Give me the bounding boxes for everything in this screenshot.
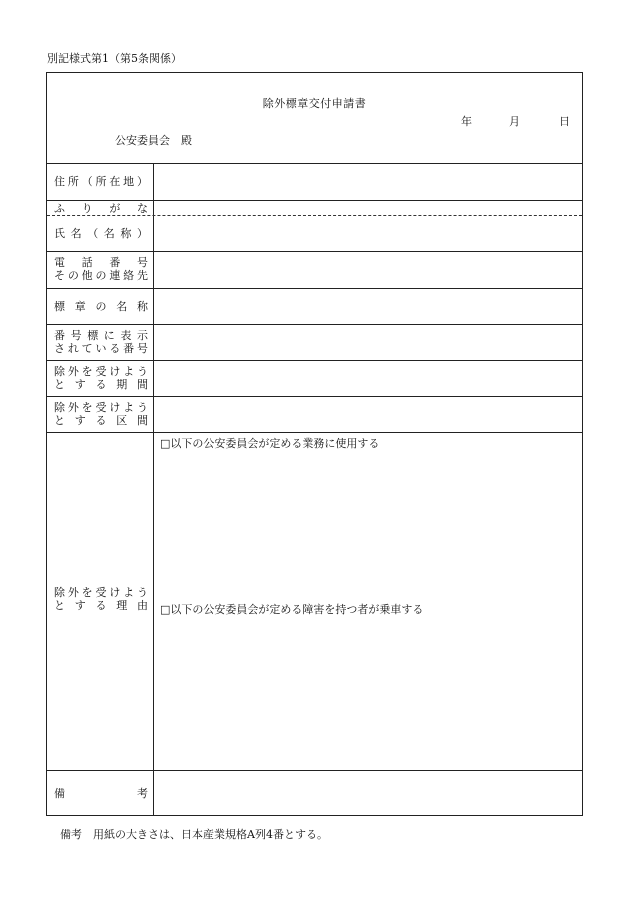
plate-label-line2: されている番号: [54, 342, 148, 355]
name-label: 氏名（名称）: [54, 227, 148, 240]
row-address: [47, 164, 582, 201]
plate-label-line1: 番号標に表示: [54, 329, 148, 342]
section-label-line1: 除外を受けよう: [54, 401, 148, 414]
phone-field[interactable]: [154, 252, 582, 288]
date-year-label: 年: [461, 115, 472, 128]
badge-name-label: 標章の名称: [54, 300, 148, 313]
reason-label-line1: 除外を受けよう: [54, 586, 148, 599]
period-label-line2: とする期間: [54, 378, 148, 391]
period-label-line1: 除外を受けよう: [54, 365, 148, 378]
section-field[interactable]: [154, 397, 582, 432]
reason-field: [154, 433, 582, 770]
address-label: 住所（所在地）: [54, 175, 148, 188]
reason-label-line2: とする理由: [54, 599, 148, 612]
reason-option-disability-checkbox[interactable]: □以下の公安委員会が定める障害を持つ者が乗車する: [160, 603, 424, 616]
reason-option-business-checkbox[interactable]: □以下の公安委員会が定める業務に使用する: [160, 437, 380, 450]
remarks-field[interactable]: [154, 771, 582, 815]
row-period: [47, 361, 582, 397]
row-reason: [47, 433, 582, 771]
phone-label-line2: その他の連絡先: [54, 269, 148, 282]
furigana-field[interactable]: [154, 201, 582, 215]
form-number-label: 別記様式第1（第5条関係）: [47, 52, 182, 65]
phone-label-line1: 電話番号: [54, 256, 148, 269]
furigana-label: ふりがな: [54, 202, 148, 215]
row-remarks: [47, 771, 582, 815]
paper-size-note: 備考 用紙の大きさは、日本産業規格A列4番とする。: [60, 828, 328, 841]
row-name: [47, 216, 582, 252]
form-header: [47, 73, 582, 164]
application-form: [46, 72, 583, 816]
addressee: 公安委員会 殿: [115, 134, 192, 147]
row-plate-number: [47, 325, 582, 361]
row-phone: [47, 252, 582, 289]
date-day-label: 日: [559, 115, 570, 128]
name-field[interactable]: [154, 216, 582, 251]
date-month-label: 月: [509, 115, 520, 128]
period-field[interactable]: [154, 361, 582, 396]
section-label-line2: とする区間: [54, 414, 148, 427]
remarks-label: 備考: [54, 787, 148, 800]
row-section: [47, 397, 582, 433]
plate-number-field[interactable]: [154, 325, 582, 360]
row-furigana: [47, 201, 582, 216]
document-title: 除外標章交付申請書: [262, 97, 367, 110]
address-field[interactable]: [154, 164, 582, 200]
badge-name-field[interactable]: [154, 289, 582, 324]
row-badge-name: [47, 289, 582, 325]
